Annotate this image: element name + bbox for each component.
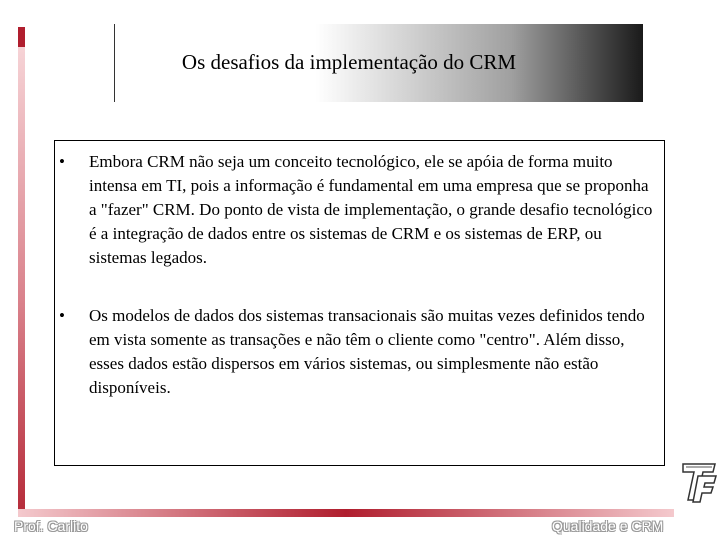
footer-author: Prof. Carlito <box>14 518 88 534</box>
slide-title: Os desafios da implementação do CRM <box>181 50 517 74</box>
tf-logo-icon <box>680 460 718 504</box>
bullet-text: Os modelos de dados dos sistemas transacionais são muitas vezes definidos tendo em vista somente as transações e não têm o cliente como "centro". Além disso, esses dados estão dispersos em vários sistemas, ou simplesmente não estão disponíveis. <box>89 306 645 397</box>
content-box <box>54 140 665 466</box>
bullet-text: Embora CRM não seja um conceito tecnológico, ele se apóia de forma muito intensa em TI, pois a informação é fundamental em uma empresa que se proponha a "fazer" CRM. Do ponto de vista de implementação, o grande desafio tecnológico é a integração de dados entre os sistemas de CRM e os sistemas de ERP, ou sistemas legados. <box>89 152 653 267</box>
bullet-mark: • <box>59 306 65 325</box>
left-accent-bar <box>18 47 25 517</box>
bullet-mark: • <box>59 152 65 171</box>
bottom-accent-line <box>18 509 674 517</box>
left-accent-bar-top <box>18 27 25 47</box>
title-banner <box>114 24 643 102</box>
footer-course: Qualidade e CRM <box>552 518 664 534</box>
